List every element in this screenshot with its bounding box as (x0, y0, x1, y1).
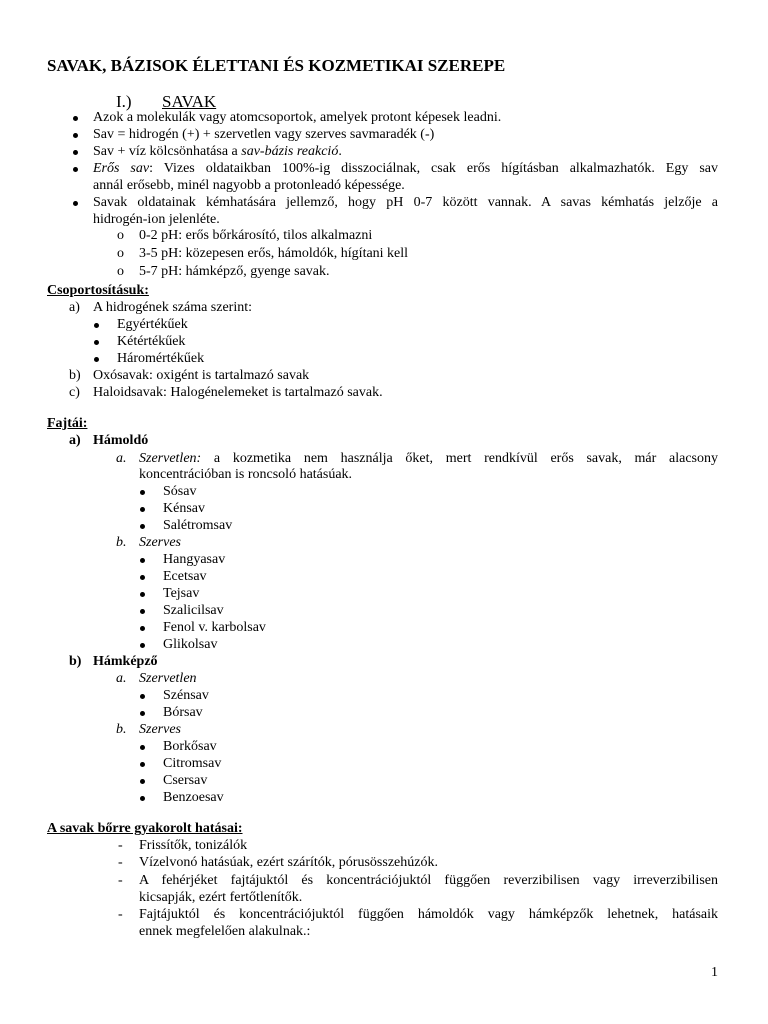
dash-marker: - (118, 907, 123, 922)
intro-bullet-4-line-1 (93, 161, 718, 177)
intro-bullet-3-text: Sav + víz kölcsönhatása a (93, 144, 242, 159)
bullet-icon (73, 116, 78, 121)
effect-1: Frissítők, tonizálók (139, 838, 248, 853)
ph-item-3: 5-7 pH: hámképző, gyenge savak. (139, 264, 330, 279)
bullet-icon (140, 524, 145, 529)
bullet-icon (140, 694, 145, 699)
types-a-sub-b-label: Szerves (139, 535, 181, 550)
bullet-icon (140, 796, 145, 801)
hamkepzo-szerves-item-1: Borkősav (163, 739, 217, 754)
effect-3-line-1: A fehérjéket fajtájuktól és koncentrációjuktól függően reverzibilisen vagy irreverzibilisen (139, 873, 718, 888)
bullet-icon (94, 340, 99, 345)
ph-marker: o (117, 228, 124, 243)
hamkepzo-szerves-item-4: Benzoesav (163, 790, 224, 805)
hamoldo-szerves-item-1: Hangyasav (163, 552, 226, 567)
grouping-a-text: A hidrogének száma szerint: (93, 300, 253, 315)
hamoldo-szervetlen-item-3: Salétromsav (163, 518, 233, 533)
types-b-label: Hámképző (93, 654, 158, 669)
effect-2: Vízelvonó hatásúak, ezért szárítók, pórusösszehúzók. (139, 855, 438, 870)
grouping-a-item-1: Egyértékűek (117, 317, 188, 332)
hamoldo-szerves-item-4: Szalicilsav (163, 603, 224, 618)
page-number: 1 (711, 965, 718, 980)
bullet-icon (140, 745, 145, 750)
intro-bullet-1: Azok a molekulák vagy atomcsoportok, amelyek protont képesek leadni. (93, 110, 502, 125)
section-heading: SAVAK (162, 92, 217, 111)
types-b-marker: b) (69, 654, 82, 669)
hamkepzo-szervetlen-item-2: Bórsav (163, 705, 203, 720)
ph-item-1: 0-2 pH: erős bőrkárosító, tilos alkalmazni (139, 228, 373, 243)
bullet-icon (140, 507, 145, 512)
hamoldo-szerves-item-5: Fenol v. karbolsav (163, 620, 266, 635)
bullet-icon (140, 762, 145, 767)
types-b-sub-a-marker: a. (116, 671, 127, 686)
intro-bullet-4-emphasis: Erős sav (93, 161, 150, 176)
hamkepzo-szerves-item-2: Citromsav (163, 756, 222, 771)
hamkepzo-szervetlen-item-1: Szénsav (163, 688, 209, 703)
bullet-icon (94, 357, 99, 362)
grouping-c-text: Haloidsavak: Halogénelemeket is tartalmazó savak. (93, 385, 383, 400)
effects-heading: A savak bőrre gyakorolt hatásai: (47, 821, 243, 836)
ph-marker: o (117, 246, 124, 261)
types-a-sub-a-text: a kozmetika nem használja őket, mert rendkívül erős savak, már alacsony (201, 451, 718, 466)
grouping-b-marker: b) (69, 368, 81, 383)
bullet-icon (140, 779, 145, 784)
hamoldo-szervetlen-item-1: Sósav (163, 484, 197, 499)
section-number: I.) (116, 92, 132, 111)
grouping-heading: Csoportosításuk: (47, 283, 149, 298)
intro-bullet-3-emphasis: sav-bázis reakció (241, 144, 339, 159)
hamoldo-szerves-item-2: Ecetsav (163, 569, 207, 584)
grouping-a-item-3: Háromértékűek (117, 351, 205, 366)
grouping-a-marker: a) (69, 300, 80, 315)
hamkepzo-szerves-item-3: Csersav (163, 773, 208, 788)
types-a-sub-a-marker: a. (116, 451, 127, 466)
bullet-icon (94, 323, 99, 328)
types-b-sub-a-label: Szervetlen (139, 671, 197, 686)
dash-marker: - (118, 855, 123, 870)
bullet-icon (73, 167, 78, 172)
effect-4-line-1: Fajtájuktól és koncentrációjuktól függően hámoldók vagy hámképzők lehetnek, hatásaik (139, 907, 718, 922)
types-a-marker: a) (69, 433, 81, 448)
types-a-sub-a-line-2: koncentrációban is roncsoló hatásúak. (139, 467, 353, 482)
hamoldo-szervetlen-item-2: Kénsav (163, 501, 205, 516)
dash-marker: - (118, 838, 123, 853)
types-a-sub-a-line-1 (139, 451, 718, 467)
intro-bullet-5-line-2: hidrogén-ion jelenléte. (93, 212, 220, 227)
intro-bullet-5-line-1: Savak oldatainak kémhatására jellemző, hogy pH 0-7 között vannak. A savas kémhatás jelzője a (93, 195, 718, 210)
bullet-icon (73, 150, 78, 155)
hamoldo-szerves-item-3: Tejsav (163, 586, 200, 601)
bullet-icon (140, 592, 145, 597)
bullet-icon (73, 201, 78, 206)
bullet-icon (140, 711, 145, 716)
bullet-icon (140, 490, 145, 495)
types-a-sub-a-emphasis: Szervetlen: (139, 451, 202, 466)
grouping-a-item-2: Kétértékűek (117, 334, 186, 349)
bullet-icon (73, 133, 78, 138)
intro-bullet-2: Sav = hidrogén (+) + szervetlen vagy szerves savmaradék (-) (93, 127, 435, 142)
types-a-sub-b-marker: b. (116, 535, 127, 550)
effect-4-line-2: ennek megfelelően alakulnak.: (139, 924, 311, 939)
intro-bullet-4-text: : Vizes oldataikban 100%-ig disszociálnak, csak erős hígításban alkalmazhatók. Egy sav (149, 161, 718, 176)
intro-bullet-4-line-2: annál erősebb, minél nagyobb a protonleadó képessége. (93, 178, 405, 193)
ph-marker: o (117, 264, 124, 279)
effect-3-line-2: kicsapják, ezért fertőtlenítők. (139, 890, 303, 905)
intro-bullet-3 (93, 144, 342, 160)
grouping-b-text: Oxósavak: oxigént is tartalmazó savak (93, 368, 310, 383)
types-a-label: Hámoldó (93, 433, 149, 448)
intro-bullet-3-end: . (338, 144, 342, 159)
bullet-icon (140, 643, 145, 648)
grouping-c-marker: c) (69, 385, 80, 400)
bullet-icon (140, 575, 145, 580)
types-b-sub-b-label: Szerves (139, 722, 181, 737)
ph-item-2: 3-5 pH: közepesen erős, hámoldók, hígítani kell (139, 246, 409, 261)
types-b-sub-b-marker: b. (116, 722, 127, 737)
bullet-icon (140, 609, 145, 614)
bullet-icon (140, 558, 145, 563)
document-title: SAVAK, BÁZISOK ÉLETTANI ÉS KOZMETIKAI SZEREPE (47, 56, 506, 75)
dash-marker: - (118, 873, 123, 888)
hamoldo-szerves-item-6: Glikolsav (163, 637, 218, 652)
bullet-icon (140, 626, 145, 631)
types-heading: Fajtái: (47, 416, 88, 431)
